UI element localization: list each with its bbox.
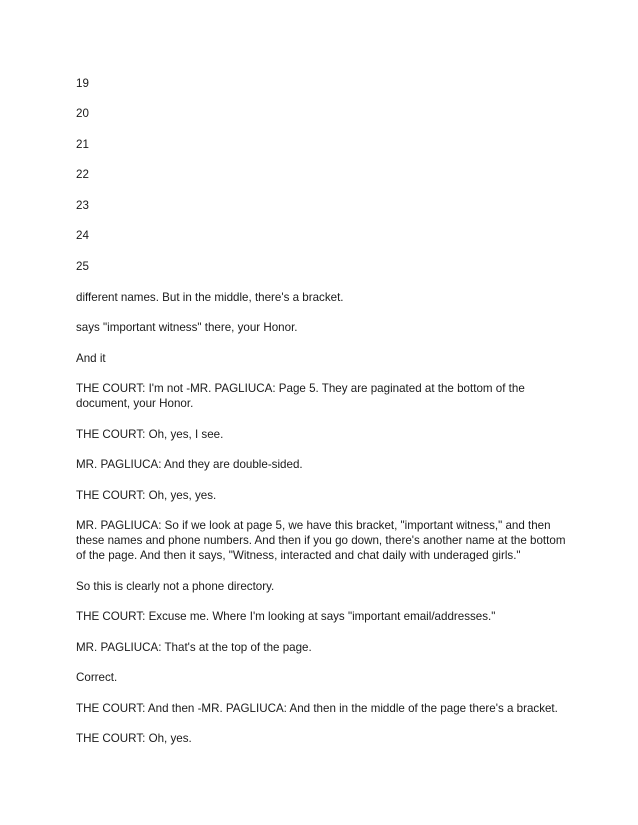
line-number-24: 24 (76, 229, 89, 242)
transcript-paragraph: THE COURT: Excuse me. Where I'm looking at says "important email/addresses." (76, 610, 496, 623)
transcript-paragraph: MR. PAGLIUCA: So if we look at page 5, we have this bracket, "important witness," and then these names and phone numbers. And then if you go down, there's another name at the bottom of the page. And then it says, "Witness, interacted and chat daily with underaged girls." (76, 519, 566, 562)
line-number-21: 21 (76, 138, 89, 151)
line-number-23: 23 (76, 199, 89, 212)
line-number-25: 25 (76, 260, 89, 273)
transcript-paragraph: THE COURT: I'm not -MR. PAGLIUCA: Page 5. They are paginated at the bottom of the document, your Honor. (76, 382, 525, 410)
transcript-paragraph: THE COURT: Oh, yes, yes. (76, 489, 217, 502)
transcript-paragraph: So this is clearly not a phone directory. (76, 580, 275, 593)
transcript-paragraph: different names. But in the middle, there's a bracket. (76, 291, 344, 304)
line-number-22: 22 (76, 168, 89, 181)
line-number-20: 20 (76, 107, 89, 120)
transcript-paragraph: MR. PAGLIUCA: And they are double-sided. (76, 458, 303, 471)
transcript-paragraph: THE COURT: Oh, yes, I see. (76, 428, 224, 441)
transcript-paragraph: And it (76, 352, 106, 365)
transcript-paragraph: Correct. (76, 671, 118, 684)
transcript-paragraph: says "important witness" there, your Honor. (76, 321, 298, 334)
transcript-paragraph: THE COURT: And then -MR. PAGLIUCA: And then in the middle of the page there's a bracket. (76, 702, 558, 715)
transcript-paragraph: THE COURT: Oh, yes. (76, 732, 192, 745)
transcript-paragraph: MR. PAGLIUCA: That's at the top of the page. (76, 641, 312, 654)
line-number-19: 19 (76, 77, 89, 90)
